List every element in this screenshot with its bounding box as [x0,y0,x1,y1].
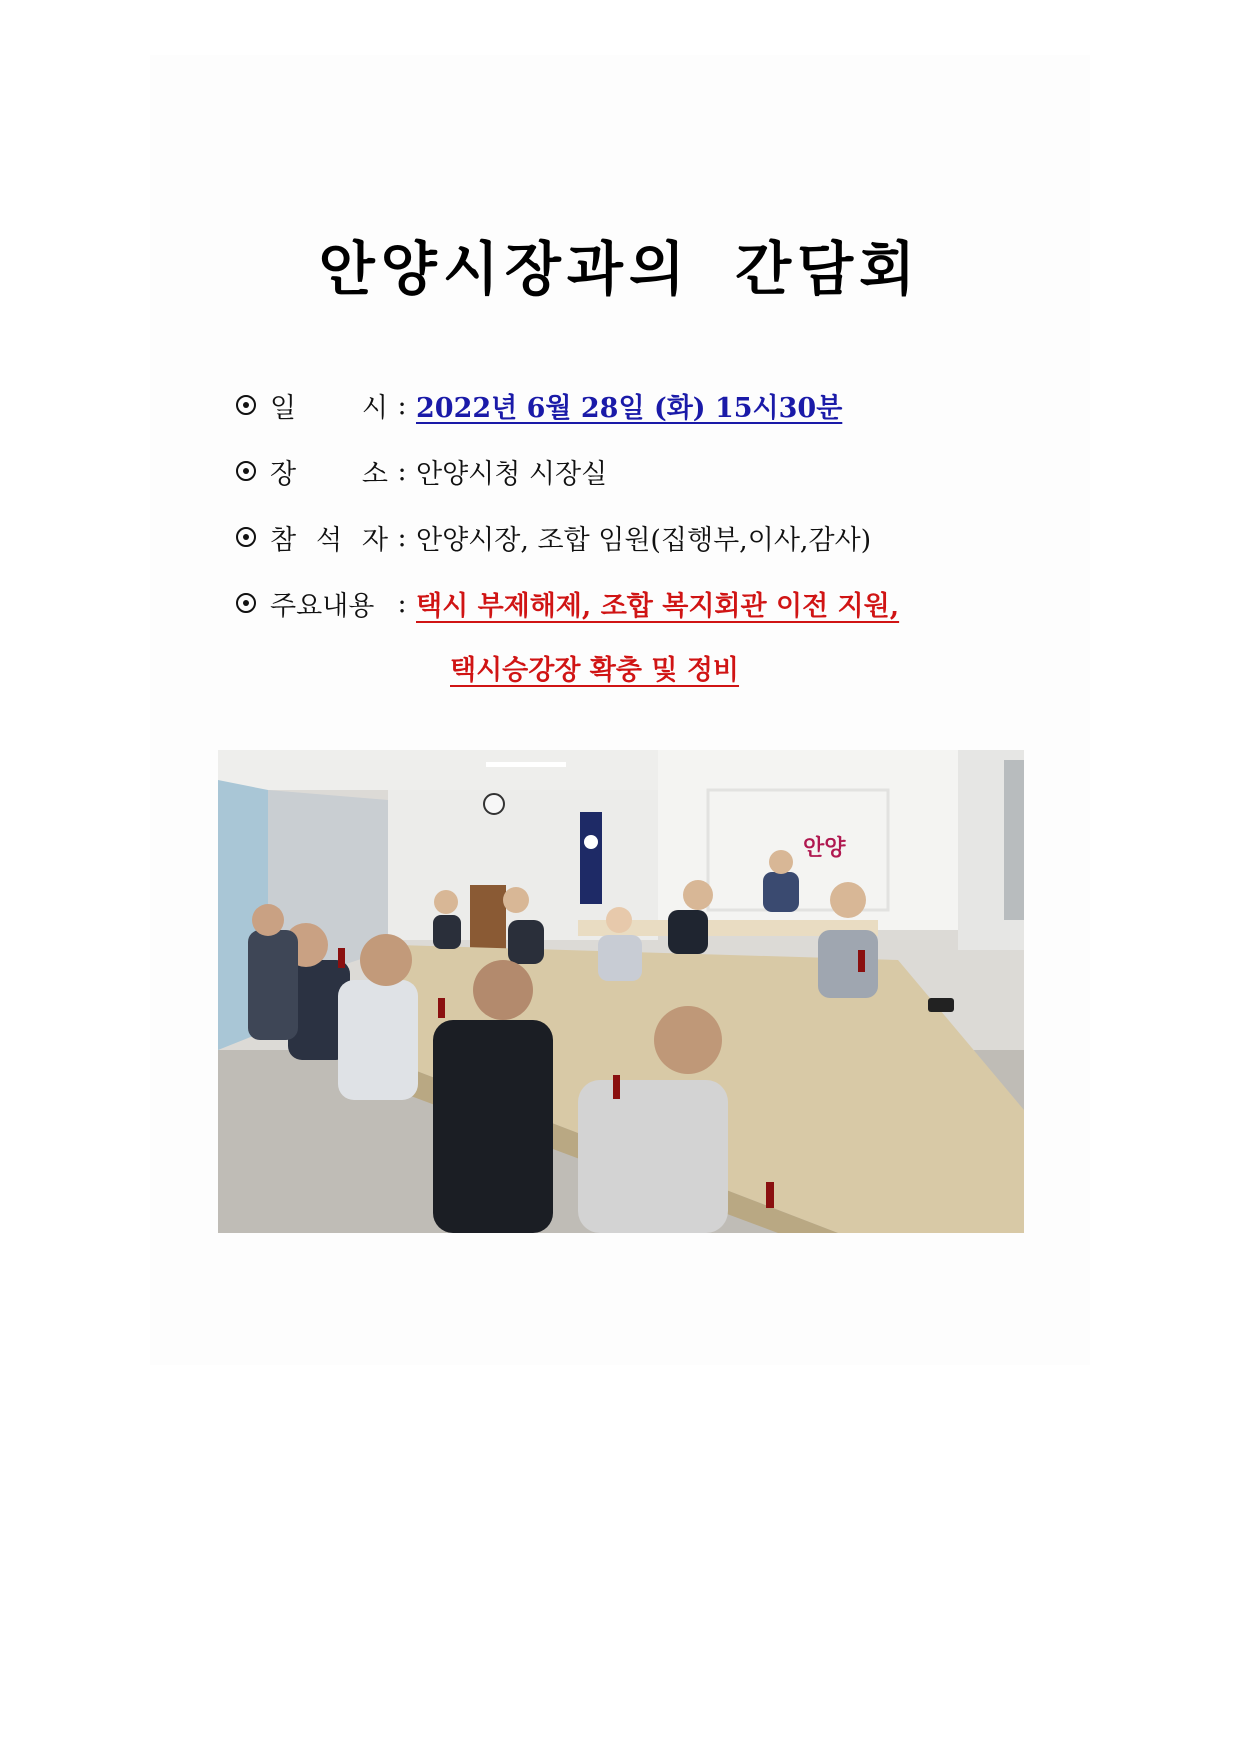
info-value-agenda: 택시 부제해제, 조합 복지회관 이전 지원, [416,590,900,622]
meeting-photo [218,750,1024,1233]
wall-sign-text: 안양 [803,836,846,861]
circle-bullet-icon [236,527,256,547]
info-row-agenda-continued [236,636,1036,698]
info-colon: : [397,455,407,487]
info-row-agenda [236,570,1036,636]
info-colon: : [397,389,407,421]
info-value-agenda-continued: 택시승강장 확충 및 정비 [450,654,740,686]
info-row-place [236,438,1036,504]
meeting-photo-illustration [218,750,1024,1233]
circle-bullet-icon [236,395,256,415]
info-label-place: 장 소 [270,458,388,490]
info-list [236,372,1036,698]
info-label-attendees: 참 석 자 [270,524,388,556]
info-colon: : [397,587,407,619]
info-value-place: 안양시청 시장실 [416,458,608,490]
info-value-attendees: 안양시장, 조합 임원(집행부,이사,감사) [416,524,872,556]
info-colon: : [397,521,407,553]
info-row-date [236,372,1036,438]
document-title: 안양시장과의 간담회 [318,235,922,303]
circle-bullet-icon [236,593,256,613]
info-value-date: 2022년 6월 28일 (화) 15시30분 [416,392,843,424]
info-label-date: 일 시 [270,392,388,424]
circle-bullet-icon [236,461,256,481]
info-row-attendees [236,504,1036,570]
info-label-agenda: 주요내용 [270,590,375,622]
